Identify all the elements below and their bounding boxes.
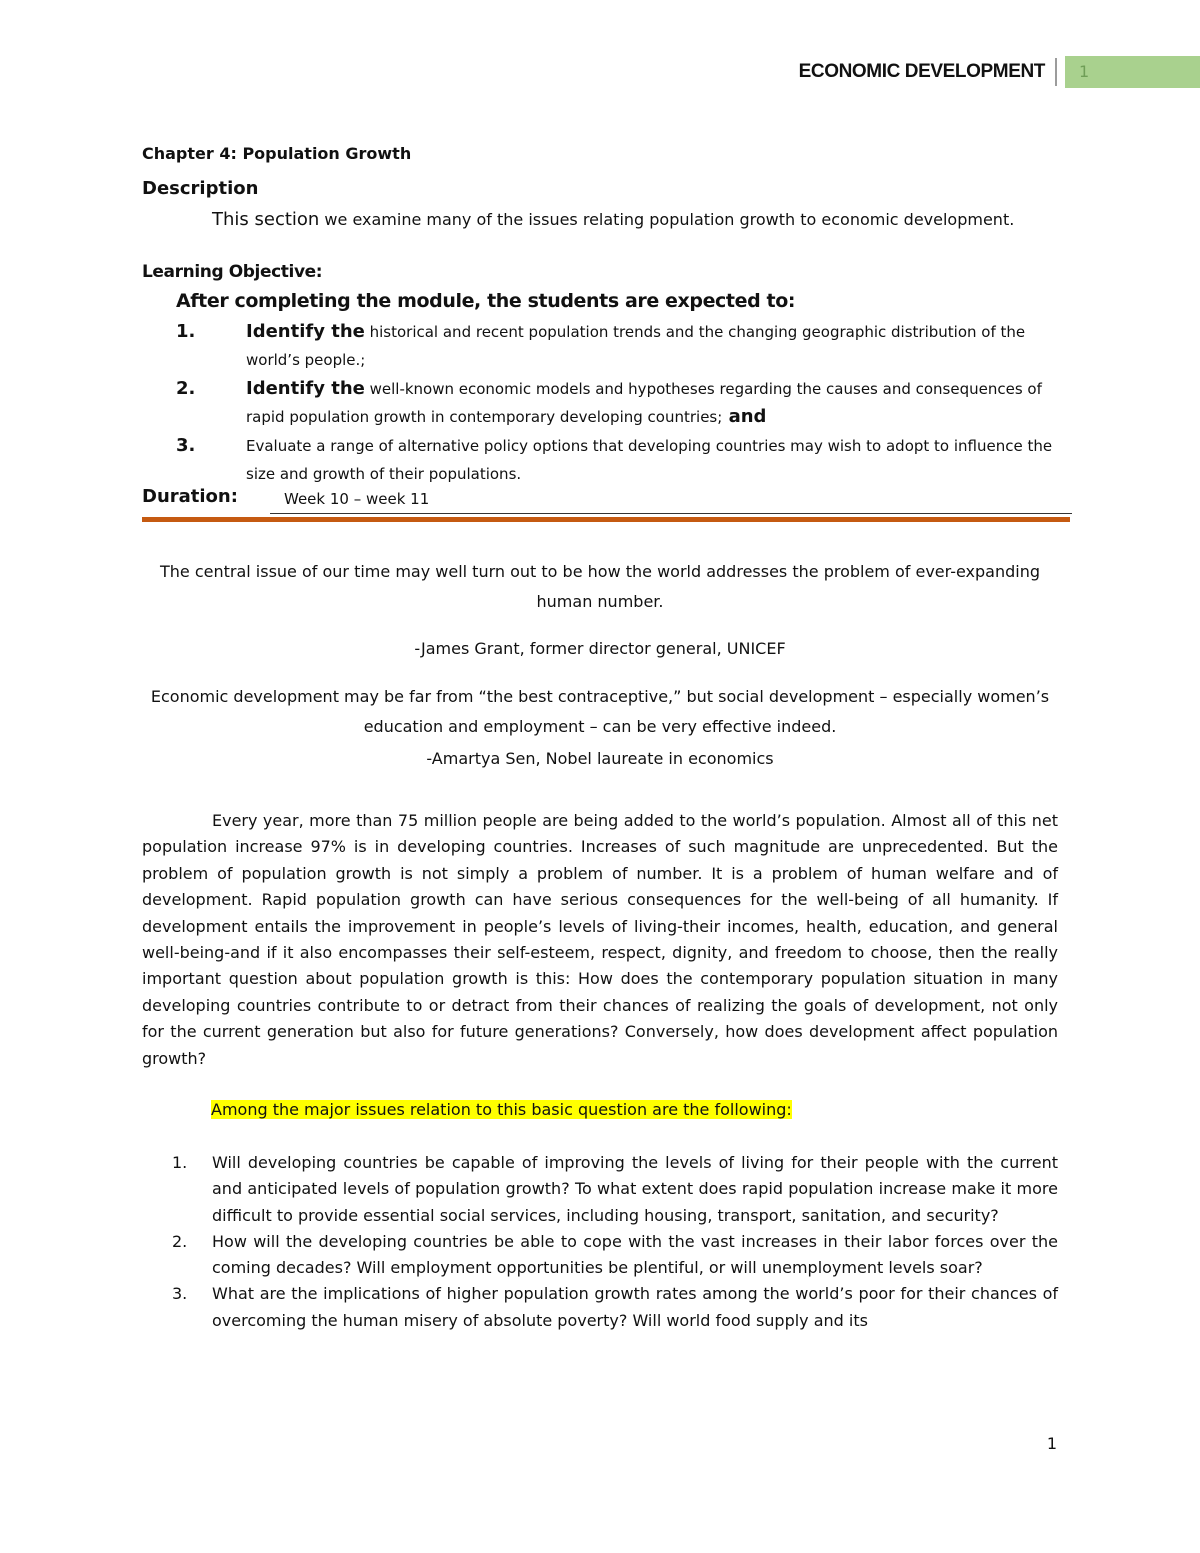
list-item-number: 2. [172,1231,188,1251]
duration-label: Duration: [142,486,238,507]
objective-text: Evaluate a range of alternative policy options that developing countries may wish to adopt to influence the size and growth of their populations. [246,437,1053,483]
duration-value: Week 10 – week 11 [284,490,430,508]
list-item-number: 3. [172,1284,188,1304]
objective-tail: and [722,406,767,427]
quote-text: The central issue of our time may well turn out to be how the world addresses the problem of ever-expanding human number. [159,562,1040,611]
quote-text: Economic development may be far from “the best contraceptive,” but social development – especially women’s education and employment – can be very effective indeed. [150,687,1050,736]
quote-attribution: -Amartya Sen, Nobel laureate in economics [426,749,774,768]
objective-text: well-known economic models and hypotheses regarding the causes and consequences of rapid population growth in contemporary developing countries; [246,380,1042,426]
objective-number: 1. [176,321,196,342]
body-paragraph: Every year, more than 75 million people are being added to the world’s population. Almost all of this net population increase 97% is in developing countries. Increases of such magnitude are unprecedented. But the problem of population growth is not simply a problem of number. It is a problem of human welfare and of development. Rapid population growth can have serious consequences for the well-being of all humanity. If development entails the improvement in people’s levels of living-their incomes, health, education, and general well-being-and if it also encompasses their self-esteem, respect, dignity, and freedom to choose, then the really important question about population growth is this: How does the contemporary population situation in many developing countries contribute to or detract from their chances of realizing the goals of development, not only for the current generation but also for future generations? Conversely, how does development affect population growth? [142,811,1058,1068]
section-divider [142,517,1070,522]
duration-row [142,486,1072,520]
list-item-number: 1. [172,1153,188,1172]
objective-number: 3. [176,435,196,456]
description-heading: Description [142,178,259,199]
objective-number: 2. [176,378,196,399]
chapter-title: Chapter 4: Population Growth [142,144,412,163]
learning-objective-heading: Learning Objective: [142,262,323,282]
learning-objective-intro: After completing the module, the students are expected to: [176,290,796,312]
objective-lead: Identify the [246,321,365,342]
objective-item [176,375,1076,431]
list-item [142,1150,1058,1229]
objective-item [176,432,1076,488]
list-item [142,1229,1058,1282]
page-header [799,56,1200,88]
objective-text: historical and recent population trends and the changing geographic distribution of the world’s people.; [246,323,1026,369]
list-item-text: Will developing countries be capable of improving the levels of living for their people with the current and anticipated levels of population growth? To what extent does rapid population increase make it more difficult to provide essential social services, including housing, transport, sanitation, and security? [212,1153,1058,1225]
list-item [142,1281,1058,1334]
list-item-text: What are the implications of higher population growth rates among the world’s poor for their chances of overcoming the human misery of absolute poverty? Will world food supply and its [212,1284,1058,1330]
list-item-text: How will the developing countries be able to cope with the vast increases in their labor forces over the coming decades? Will employment opportunities be plentiful, or will unemployment levels soar? [212,1231,1058,1278]
header-page-number: 1 [1065,56,1200,88]
quote-attribution: -James Grant, former director general, UNICEF [414,639,786,658]
issues-list [142,1150,1058,1334]
description-lead: This section [212,209,320,230]
footer-page-number: 1 [1046,1434,1057,1453]
objective-lead: Identify the [246,378,365,399]
objective-item [176,318,1076,374]
description-text [142,207,1058,233]
header-divider [1055,58,1057,86]
highlight-text: Among the major issues relation to this basic question are the following: [211,1100,792,1119]
highlighted-question [211,1097,792,1123]
header-title: ECONOMIC DEVELOPMENT [798,61,1045,82]
description-body: we examine many of the issues relating population growth to economic development. [319,210,1015,229]
duration-underline [270,513,1072,514]
